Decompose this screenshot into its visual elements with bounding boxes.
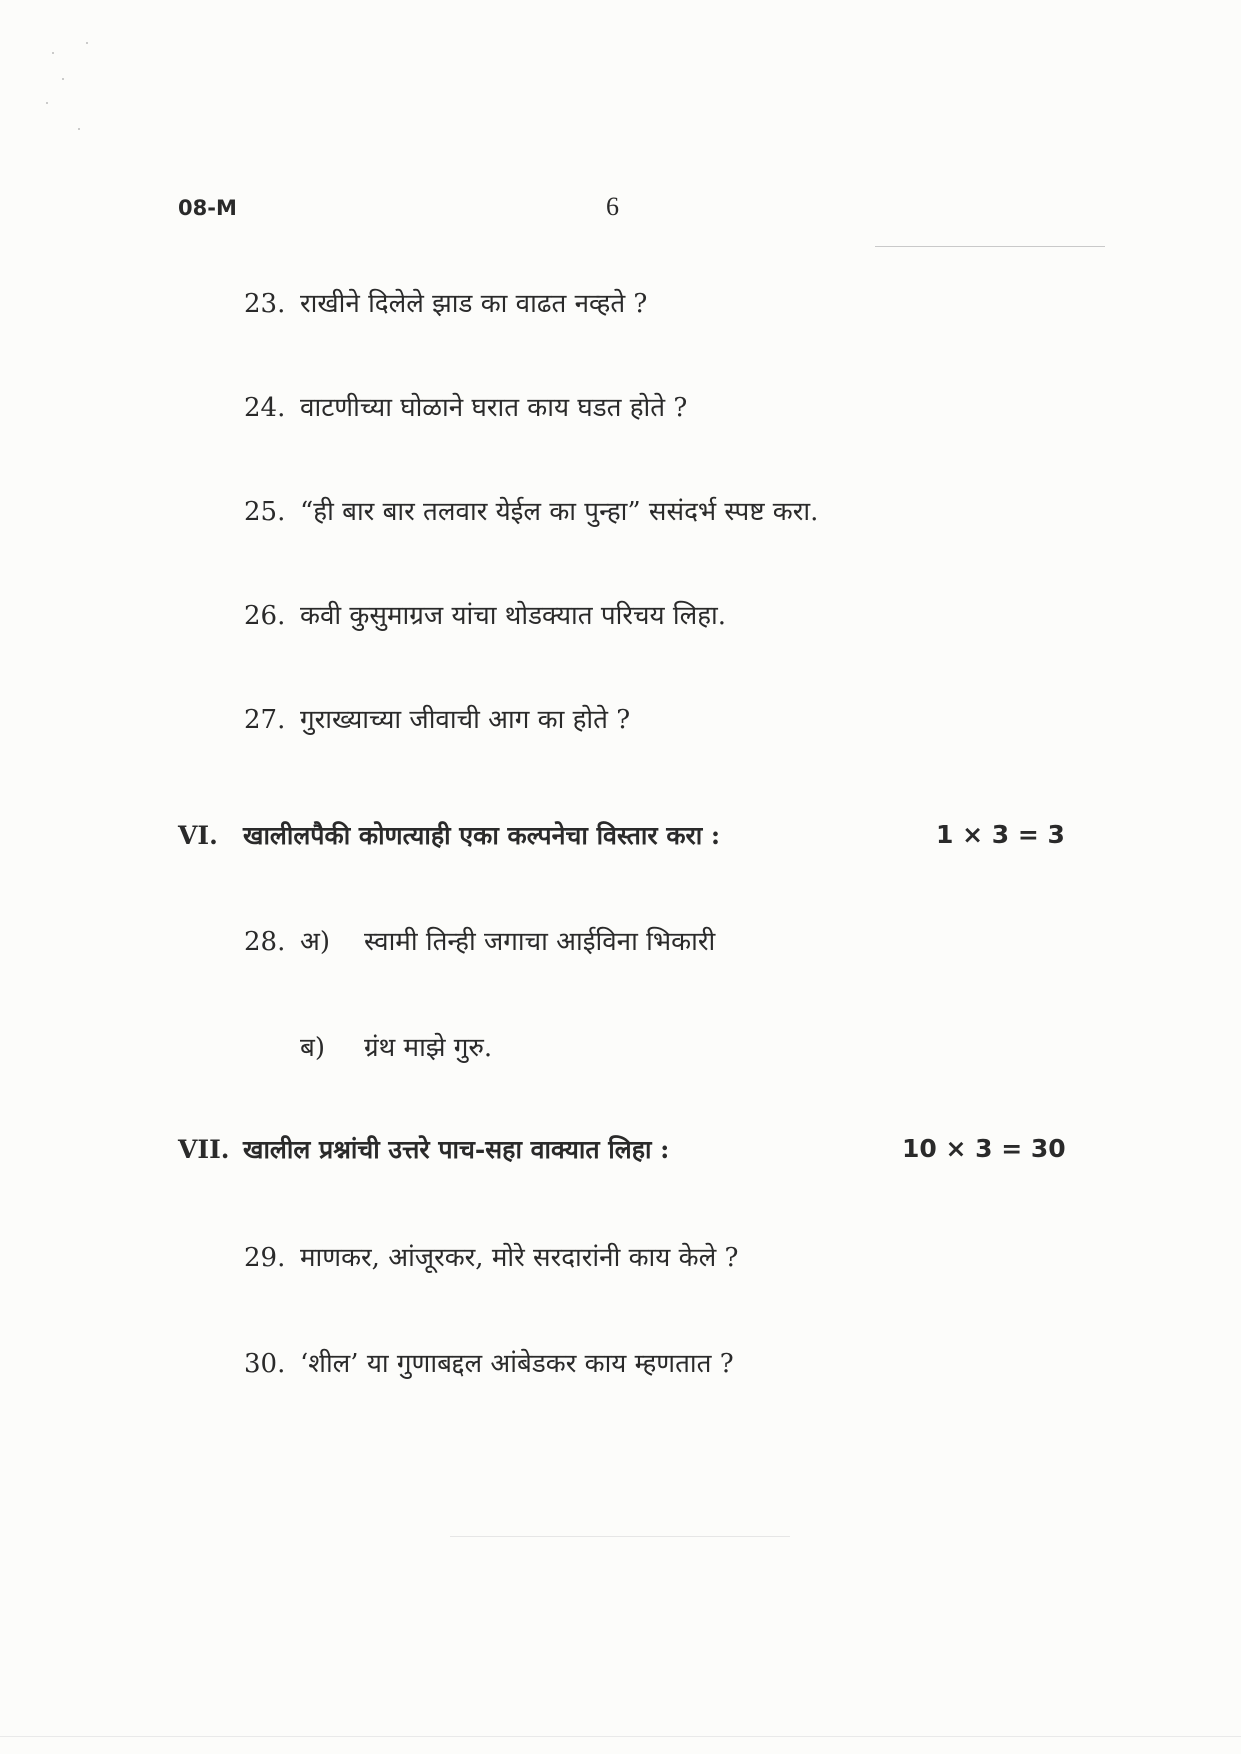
page-number: 6 [606,192,619,221]
scan-bottom-edge [0,1736,1241,1737]
question-26 [244,596,726,632]
question-28-option-b [300,1028,492,1064]
section-roman: VII. [178,1135,230,1164]
scan-speck [86,42,88,44]
paper-code: 08-M [178,196,237,220]
question-number: 27. [244,705,286,735]
question-text: माणकर, आंजूरकर, मोरे सरदारांनी काय केले ? [300,1243,739,1273]
scan-speck [62,78,64,80]
question-text: वाटणीच्या घोळाने घरात काय घडत होते ? [300,393,688,423]
question-text: ‘शील’ या गुणाबद्दल आंबेडकर काय म्हणतात ? [300,1349,734,1379]
option-text: स्वामी तिन्ही जगाचा आईविना भिकारी [364,927,716,957]
section-vi-heading [178,818,720,852]
question-24 [244,388,687,424]
option-label: अ) [300,927,331,957]
question-text: राखीने दिलेले झाड का वाढत नव्हते ? [300,289,648,319]
question-text: गुराख्याच्या जीवाची आग का होते ? [300,705,631,735]
section-heading-text: खालील प्रश्नांची उत्तरे पाच-सहा वाक्यात लिहा : [243,1135,670,1164]
question-number: 24. [244,393,286,423]
option-text: ग्रंथ माझे गुरु. [364,1033,493,1063]
scan-mark [450,1536,790,1537]
question-28-option-a [244,922,715,958]
question-text: कवी कुसुमाग्रज यांचा थोडक्यात परिचय लिहा. [300,601,727,631]
question-30 [244,1344,734,1380]
option-label: ब) [300,1033,325,1063]
question-25 [244,492,818,528]
question-23 [244,284,647,320]
question-number: 26. [244,601,286,631]
question-29 [244,1238,738,1274]
section-heading-text: खालीलपैकी कोणत्याही एका कल्पनेचा विस्तार करा : [243,821,721,850]
question-text: “ही बार बार तलवार येईल का पुन्हा” ससंदर्भ स्पष्ट करा. [300,497,819,527]
section-vii-marks: 10 × 3 = 30 [902,1134,1066,1163]
question-number: 29. [244,1243,286,1273]
section-vi-marks: 1 × 3 = 3 [936,820,1065,849]
question-27 [244,700,630,736]
scan-speck [46,102,48,104]
question-number: 23. [244,289,286,319]
section-vii-heading [178,1132,669,1166]
scan-speck [52,52,54,54]
scan-speck [78,128,80,130]
question-number: 25. [244,497,286,527]
question-number: 30. [244,1349,286,1379]
header-rule [875,246,1105,247]
question-number: 28. [244,927,286,957]
section-roman: VI. [178,821,218,850]
